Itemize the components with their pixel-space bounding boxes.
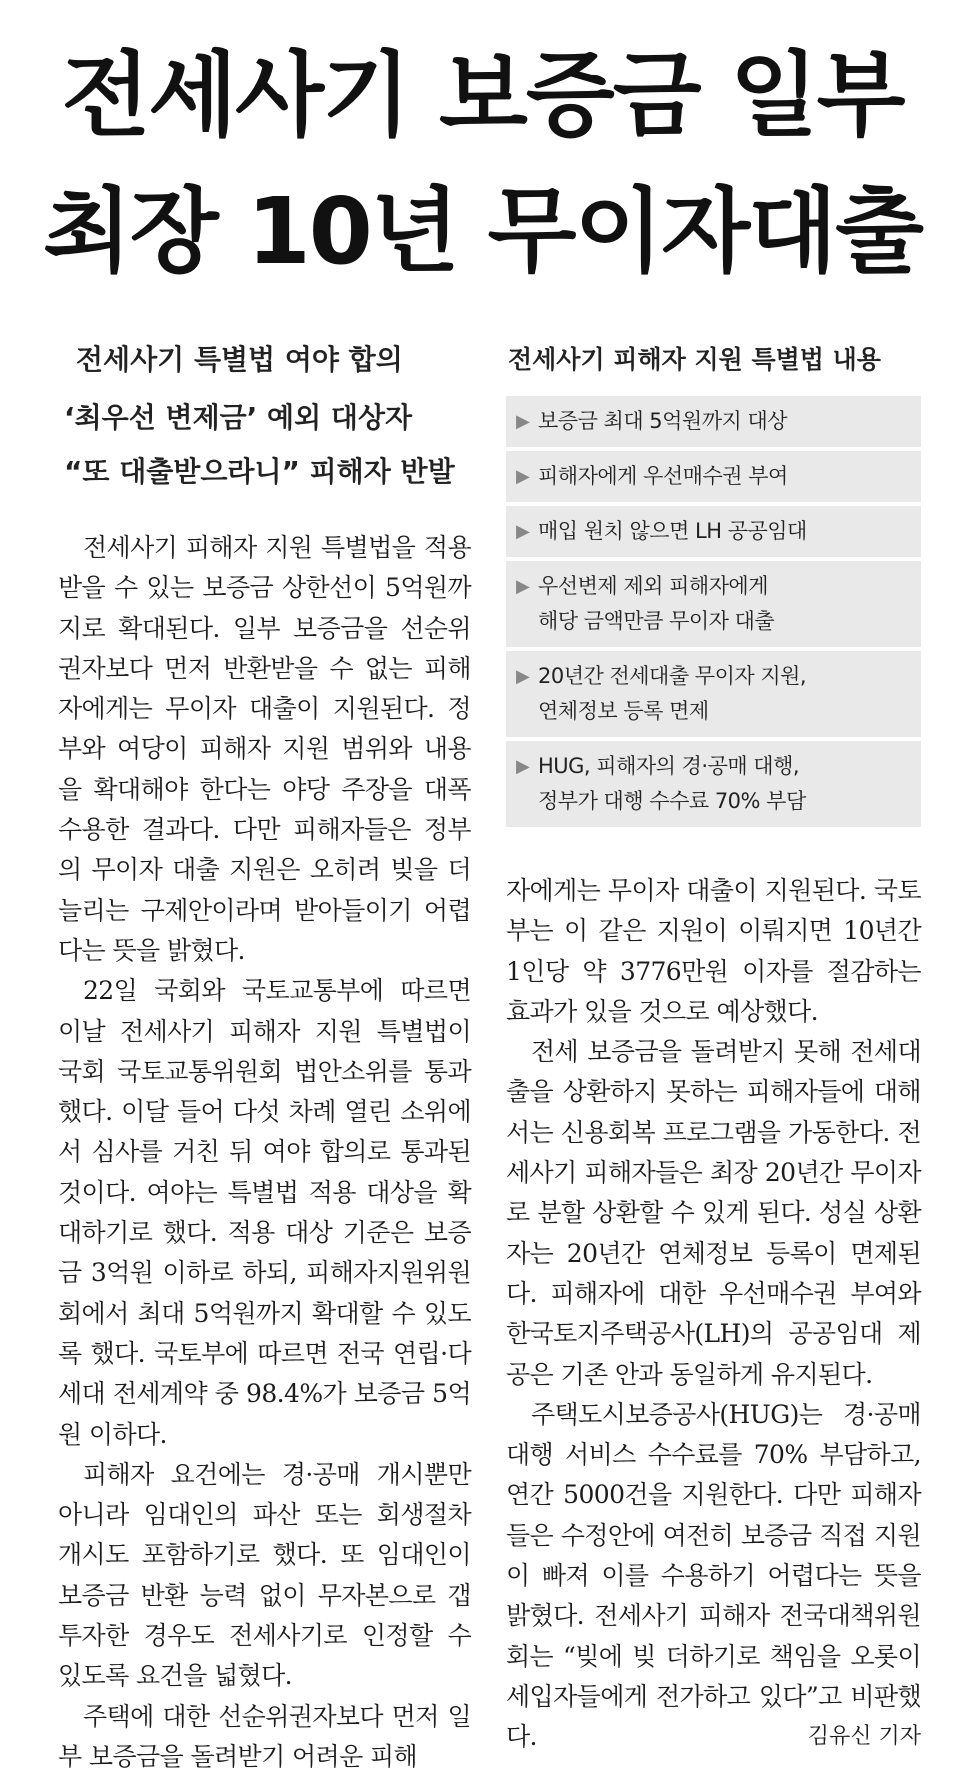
info-box-item-text: HUG, 피해자의 경·공매 대행, 정부가 대행 수수료 70% 부담 [538, 754, 806, 813]
article-paragraph-text: 주택도시보증공사(HUG)는 경·공매 대행 서비스 수수료를 70% 부담하고, 연간 5000건을 지원한다. 다만 피해자들은 수정안에 여전히 보증금 직접 지원이 빠져 이를 수용하기 어렵다는 뜻을 밝혔다. 전세사기 피해자 전국대책위원회는 “빚에 빚 더하기로 책임을 오롯이 세입자들에게 전가하고 있다”고 비판했다. [506, 1399, 921, 1752]
info-box-item-text: 매입 원치 않으면 LH 공공임대 [538, 519, 807, 543]
headline-line-1: 전세사기 보증금 일부 [61, 42, 904, 149]
info-box-item [506, 451, 921, 502]
triangle-right-icon: ▶ [516, 756, 530, 777]
right-column [506, 340, 921, 1758]
triangle-right-icon: ▶ [516, 466, 530, 487]
triangle-right-icon: ▶ [516, 411, 530, 432]
article-paragraph [506, 1395, 921, 1758]
article-paragraph: 전세 보증금을 돌려받지 못해 전세대출을 상환하지 못하는 피해자들에 대해서는 신용회복 프로그램을 가동한다. 전세사기 피해자들은 최장 20년간 무이자로 분할 상환할 수 있게 된다. 성실 상환자는 20년간 연체정보 등록이 면제된다. 피해자에 대한 우선매수권 부여와 한국토지주택공사(LH)의 공공임대 제공은 기존 안과 동일하게 유지된다. [506, 1037, 921, 1389]
triangle-right-icon: ▶ [516, 576, 530, 597]
info-box-item [506, 506, 921, 557]
subhead-2: ‘최우선 변제금’ 예외 대상자 [64, 401, 413, 434]
article-paragraph: 전세사기 피해자 지원 특별법을 적용받을 수 있는 보증금 상한선이 5억원까지로 확대된다. 일부 보증금을 선순위권자보다 먼저 반환받을 수 없는 피해자에게는 무이자 대출이 지원된다. 정부와 여당이 피해자 지원 범위와 내용을 확대해야 한다는 야당 주장을 대폭 수용한 결과다. 다만 피해자들은 정부의 무이자 대출 지원은 오히려 빚을 더 늘리는 구제안이라며 받아들이기 어렵다는 뜻을 밝혔다. [58, 533, 471, 965]
info-box-item-text: 20년간 전세대출 무이자 지원, 연체정보 등록 면제 [538, 664, 807, 723]
info-box-item-text: 보증금 최대 5억원까지 대상 [538, 409, 788, 433]
article-paragraph: 주택에 대한 선순위권자보다 먼저 일부 보증금을 돌려받기 어려운 피해 [58, 1701, 471, 1771]
triangle-right-icon: ▶ [516, 666, 530, 687]
article-body-left [58, 528, 471, 1777]
article-paragraph: 22일 국회와 국토교통부에 따르면 이날 전세사기 피해자 지원 특별법이 국회 국토교통위원회 법안소위를 통과했다. 이달 들어 다섯 차례 열린 소위에서 심사를 거친 뒤 여야 합의로 통과된 것이다. 여야는 특별법 적용 대상을 확대하기로 했다. 적용 대상 기준은 보증금 3억원 이하로 하되, 피해자지원위원회에서 최대 5억원까지 확대할 수 있도록 했다. 국토부에 따르면 전국 연립·다세대 전세계약 중 98.4%가 보증금 5억원 이하다. [58, 976, 471, 1449]
info-box-item-text: 피해자에게 우선매수권 부여 [538, 464, 788, 488]
headline [0, 28, 965, 300]
info-box-item-text: 우선변제 제외 피해자에게 해당 금액만큼 무이자 대출 [538, 574, 775, 633]
info-box-item [506, 396, 921, 447]
article-paragraph: 자에게는 무이자 대출이 지원된다. 국토부는 이 같은 지원이 이뤄지면 10년간 1인당 약 3776만원 이자를 절감하는 효과가 있을 것으로 예상했다. [506, 876, 921, 1026]
byline: 김유신 기자 [807, 1724, 921, 1750]
article-body-right [506, 871, 921, 1758]
info-box-title: 전세사기 피해자 지원 특별법 내용 [508, 345, 881, 374]
info-box-item [506, 651, 921, 737]
subhead-3: “또 대출받으라니” 피해자 반발 [64, 455, 455, 488]
triangle-right-icon: ▶ [516, 521, 530, 542]
info-box-item [506, 561, 921, 647]
info-box [506, 396, 921, 827]
left-column [58, 340, 471, 1777]
subhead-1: 전세사기 특별법 여야 합의 [76, 343, 403, 376]
article-paragraph: 피해자 요건에는 경·공매 개시뿐만 아니라 임대인의 파산 또는 회생절차 개시도 포함하기로 했다. 또 임대인이 보증금 반환 능력 없이 무자본으로 갭투자한 경우도 전세사기로 인정할 수 있도록 요건을 넓혔다. [58, 1459, 471, 1691]
info-box-item [506, 741, 921, 827]
headline-line-2: 최장 10년 무이자대출 [42, 178, 923, 285]
